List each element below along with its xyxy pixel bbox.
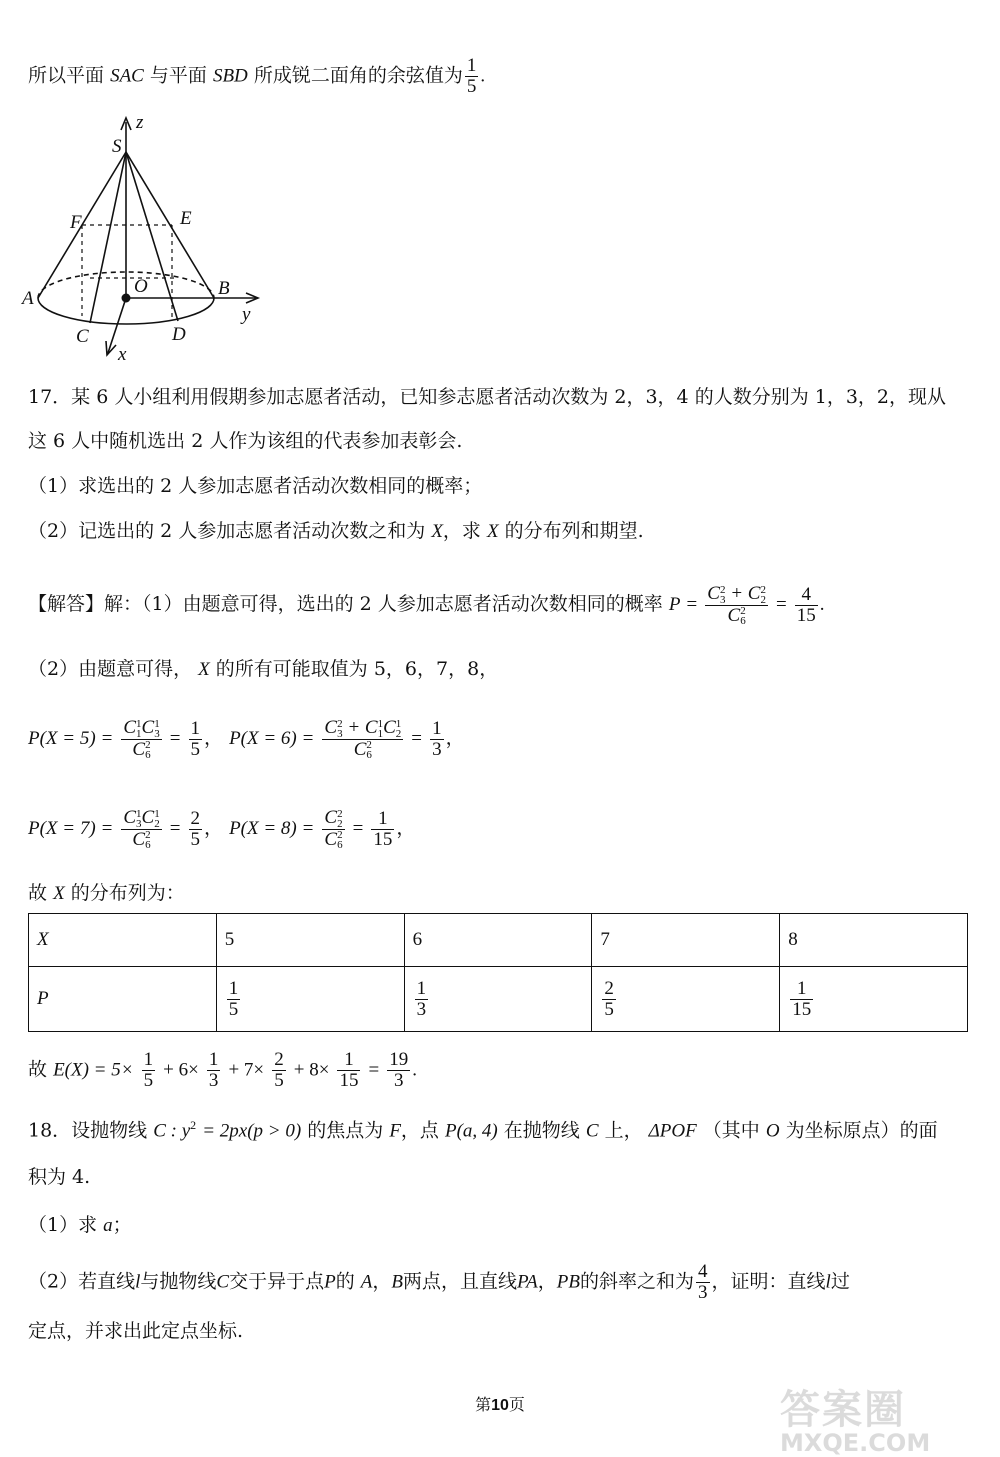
var-x: X [53, 883, 65, 904]
fraction-result [795, 585, 818, 626]
numerator: 4 [795, 585, 818, 606]
text: 18．设抛物线 [28, 1119, 148, 1142]
text: 为坐标原点）的面 [785, 1119, 938, 1142]
var-b-point: B [391, 1271, 403, 1293]
answer-tag: 【解答】 [28, 593, 105, 616]
parabola-eq: C : y [153, 1120, 191, 1142]
period: . [819, 594, 825, 616]
value-x7 [189, 809, 203, 850]
text: （1）求选出的 2 人参加志愿者活动次数相同的概率； [28, 475, 483, 497]
text: 17．某 6 人小组利用假期参加志愿者活动，已知参志愿者活动次数为 2，3，4 的人数分别为 1，3，2，现从 [28, 386, 946, 408]
text: （1）求 [28, 1214, 98, 1236]
label-a: A [22, 288, 34, 309]
text: 过 [830, 1270, 850, 1293]
prev-conclusion [28, 56, 485, 97]
numerator: 1 [371, 809, 394, 830]
expectation-line [28, 1050, 417, 1091]
denominator: 3 [416, 998, 427, 1020]
var-l: l [135, 1271, 141, 1293]
solution-part1 [28, 584, 825, 626]
denominator: 5 [143, 1070, 154, 1091]
numerator: 2 [190, 807, 200, 829]
parabola-eq-rest: = 2px(p > 0) [202, 1120, 302, 1142]
equals: = [169, 728, 181, 750]
text: 解：（1）由题意可得，选出的 2 人参加志愿者活动次数相同的概率 [104, 593, 663, 616]
q18-line3 [28, 1318, 243, 1344]
var-x: X [486, 521, 499, 542]
fraction-x5 [121, 718, 161, 760]
q18-part1 [28, 1212, 132, 1239]
denominator: 5 [228, 998, 239, 1020]
prob-x8-label: P(X = 8) = [229, 818, 315, 840]
text: 所成锐二面角的余弦值为 [253, 64, 463, 87]
center-point-o [122, 294, 131, 303]
distribution-table [28, 913, 968, 1032]
table-cell: X [29, 914, 217, 967]
table-cell [592, 967, 780, 1032]
numerator: 2 [604, 977, 614, 999]
plane-sbd: SBD [212, 65, 248, 87]
combo-numerator: C 2 3 + C 2 2 [707, 583, 766, 606]
equals: = [686, 594, 698, 616]
edge-sc [90, 152, 126, 323]
text: 定点，并求出此定点坐标. [28, 1320, 244, 1342]
text: 的分布列和期望. [504, 520, 644, 542]
term: + 6× [163, 1059, 199, 1081]
denominator: C 2 6 [324, 828, 343, 852]
denominator: 15 [339, 1070, 359, 1091]
equals: = [368, 1059, 380, 1081]
numerator: 4 [698, 1261, 708, 1282]
solution-part2-intro [28, 656, 498, 683]
denominator: 15 [373, 828, 393, 850]
watermark-text: 答案圈 [780, 1387, 906, 1433]
point-p: P(a, 4) [444, 1120, 498, 1142]
text: ； [112, 1214, 132, 1236]
prob-x5-label: P(X = 5) = [28, 728, 114, 750]
numerator: C 2 2 [324, 807, 343, 830]
numerator: 1 [432, 717, 442, 739]
denominator: 3 [698, 1282, 708, 1303]
numerator: 19 [389, 1049, 409, 1070]
numerator: 1 [208, 1049, 219, 1070]
fraction [207, 1050, 221, 1091]
numerator: 1 [466, 55, 477, 76]
text: 与平面 [149, 64, 207, 87]
value-x6 [430, 719, 444, 760]
equals: = [775, 594, 787, 616]
separator: ， [204, 817, 224, 840]
expectation-lhs: E(X) = 5× [53, 1059, 134, 1081]
label-s: S [112, 136, 122, 157]
distribution-intro [28, 880, 185, 907]
line-pa: PA [517, 1271, 538, 1293]
label-z: z [136, 112, 144, 133]
label-e: E [180, 208, 192, 229]
text: ，求 [442, 520, 481, 542]
equals: = [169, 818, 181, 840]
text: 所以平面 [28, 64, 105, 87]
q17-part1 [28, 473, 482, 499]
var-f: F [389, 1120, 401, 1142]
text: 的所有可能取值为 5，6，7，8， [215, 658, 499, 680]
table-row [29, 914, 968, 967]
table-cell: P [29, 967, 217, 1032]
text: 上， [604, 1119, 643, 1142]
denominator: 5 [190, 738, 200, 760]
var-c: C [585, 1120, 599, 1142]
fraction-x6 [322, 718, 403, 760]
table-row [29, 967, 968, 1032]
var-c: C [216, 1271, 230, 1293]
var-x: X [431, 521, 443, 542]
fraction-answer [465, 56, 479, 97]
prob-line-1 [28, 718, 465, 760]
fraction-x8 [322, 808, 344, 850]
text: 两点，且直线 [403, 1270, 518, 1293]
table-cell [780, 967, 968, 1032]
var-a-point: A [360, 1271, 373, 1293]
equals: = [352, 818, 364, 840]
var-l: l [825, 1271, 831, 1293]
comma: ， [372, 1270, 392, 1293]
plane-sac: SAC [110, 65, 144, 87]
fraction [227, 979, 241, 1020]
combo-denominator: C 2 6 [727, 604, 746, 628]
text: 的焦点为 [307, 1119, 384, 1142]
table-cell: 7 [592, 914, 780, 967]
table-cell [216, 967, 404, 1032]
denominator: 5 [604, 998, 614, 1020]
exponent: 2 [190, 1118, 197, 1132]
label-c: C [76, 326, 89, 347]
denominator: C 2 6 [353, 738, 372, 762]
separator: ， [396, 817, 416, 840]
q17-part2 [28, 518, 644, 545]
comma: ， [537, 1270, 557, 1293]
text: 交于异于点 [229, 1270, 325, 1293]
denominator: 5 [466, 76, 477, 97]
fraction [415, 979, 429, 1020]
footer-text: 页 [508, 1395, 525, 1414]
var-o: O [765, 1120, 780, 1142]
prob-line-2 [28, 808, 415, 850]
triangle-pof: ΔPOF [648, 1120, 697, 1142]
label-d: D [172, 324, 186, 345]
text: ，证明：直线 [711, 1270, 826, 1293]
denominator: C 2 6 [132, 828, 151, 852]
q18-line1 [28, 1112, 938, 1144]
text: （其中 [702, 1119, 760, 1142]
line-pb: PB [556, 1271, 581, 1293]
fraction [272, 1050, 286, 1091]
denominator: 3 [432, 738, 442, 760]
watermark-logo [780, 1378, 990, 1457]
numerator: 1 [143, 1049, 154, 1070]
text: （2）记选出的 2 人参加志愿者活动次数之和为 [28, 520, 426, 542]
period: . [480, 65, 486, 87]
denominator: 5 [190, 828, 200, 850]
expectation-result [387, 1050, 410, 1091]
text: 这 6 人中随机选出 2 人作为该组的代表参加表彰会. [28, 430, 463, 452]
fraction [790, 979, 813, 1020]
prob-x7-label: P(X = 7) = [28, 818, 114, 840]
var-a: a [103, 1215, 113, 1236]
text: ，点 [400, 1119, 439, 1142]
text: 与抛物线 [140, 1270, 217, 1293]
term: + 7× [228, 1059, 265, 1081]
fraction [337, 1050, 360, 1091]
cone-figure [20, 108, 270, 366]
separator: ， [204, 727, 224, 750]
text: （2）由题意可得， [28, 658, 193, 680]
q18-line2 [28, 1164, 90, 1190]
text: 的斜率之和为 [580, 1270, 695, 1293]
denominator: 15 [796, 604, 816, 626]
numerator: 1 [416, 977, 427, 999]
text: 故 [28, 882, 48, 904]
text: 故 [28, 1058, 48, 1081]
page-number: 10 [491, 1397, 509, 1414]
text: 在抛物线 [503, 1119, 580, 1142]
numerator: 1 [190, 717, 200, 739]
denominator: 3 [208, 1070, 219, 1091]
equals: = [411, 728, 423, 750]
label-x: x [118, 344, 127, 365]
table-cell: 8 [780, 914, 968, 967]
fraction [602, 979, 616, 1020]
fraction-x7 [121, 808, 161, 850]
separator: ， [445, 727, 465, 750]
numerator: 2 [274, 1049, 284, 1070]
var-p: P [324, 1271, 336, 1293]
var-x: X [198, 659, 210, 680]
text: 的分布列为： [70, 882, 185, 904]
denominator: 15 [792, 998, 812, 1020]
value-x5 [189, 719, 203, 760]
label-f: F [70, 212, 82, 233]
denominator: 5 [274, 1070, 284, 1091]
slope-sum-fraction [696, 1262, 710, 1303]
text: 的 [335, 1270, 355, 1293]
var-p: P [668, 594, 681, 616]
numerator: C 1 3 C 1 2 [123, 807, 160, 830]
term: + 8× [293, 1059, 330, 1081]
denominator: C 2 6 [132, 738, 151, 762]
q18-part2 [28, 1262, 850, 1303]
table-cell: 6 [404, 914, 592, 967]
text: 积为 4. [28, 1166, 91, 1188]
numerator: 1 [790, 979, 813, 1000]
text: （2）若直线 [28, 1270, 136, 1293]
numerator: C 2 3 + C 1 1 C 1 2 [324, 717, 402, 740]
table-cell [404, 967, 592, 1032]
numerator: C 1 1 C 1 3 [123, 717, 160, 740]
value-x8 [371, 809, 394, 850]
period: . [412, 1059, 418, 1081]
q17-line2 [28, 428, 462, 454]
label-y: y [242, 304, 251, 325]
fraction-combo [705, 584, 768, 626]
prob-x6-label: P(X = 6) = [229, 728, 315, 750]
q17-line1 [28, 384, 946, 410]
numerator: 1 [228, 977, 239, 999]
watermark-url: MXQE.COM [780, 1429, 931, 1457]
footer-text: 第 [475, 1395, 492, 1414]
numerator: 1 [337, 1050, 360, 1071]
denominator: 3 [394, 1070, 404, 1091]
label-o: O [134, 276, 148, 297]
label-b: B [218, 278, 230, 299]
table-cell: 5 [216, 914, 404, 967]
fraction [142, 1050, 156, 1091]
